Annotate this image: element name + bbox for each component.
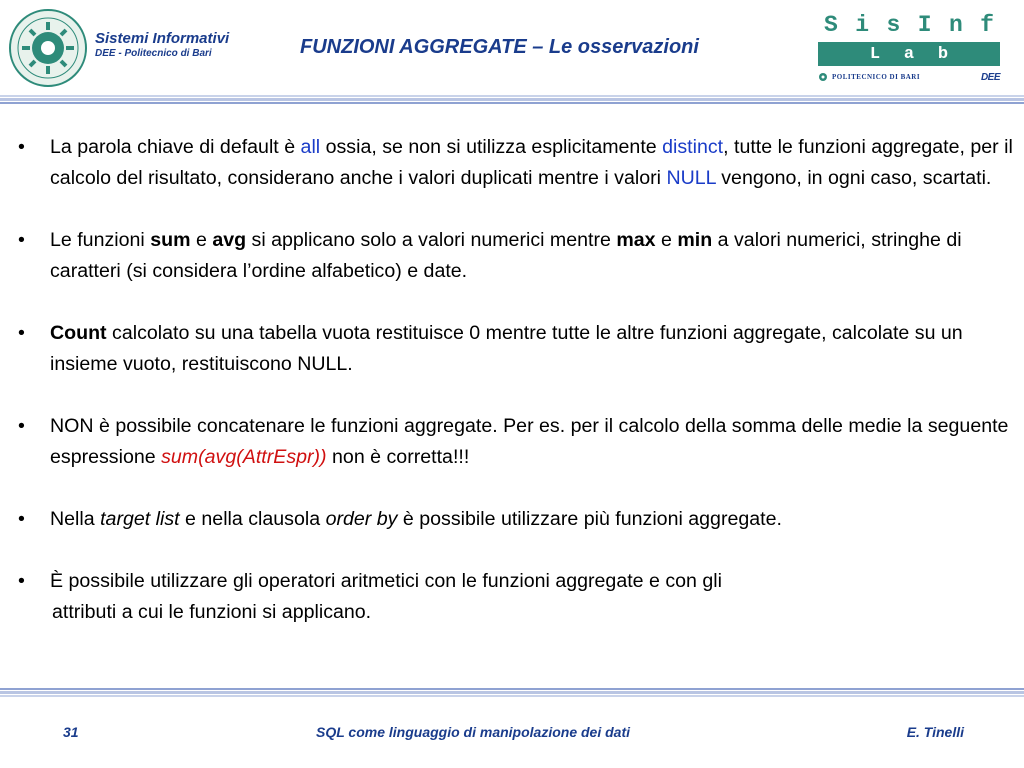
bullet-item [18, 225, 1014, 287]
lab-letter: i [855, 12, 870, 38]
slide-body [18, 132, 1014, 659]
gear-icon [818, 72, 828, 82]
lab-letter: b [937, 44, 949, 64]
keyword-sum: sum [150, 229, 191, 251]
bullet-text: , tutte le funzioni aggregate, per il calcolo del risultato, considerano anche i valori duplicati mentre i valori [50, 136, 1013, 189]
bullet-marker: • [18, 136, 25, 158]
bullet-text: e [190, 229, 213, 251]
bullet-text: vengono, in ogni caso, scartati. [715, 167, 992, 189]
bullet-text: calcolato su una tabella vuota restituisce 0 mentre tutte le altre funzioni aggregate, calcolate su un insieme vuoto, restituiscono NULL. [50, 322, 963, 375]
bullet-text: è possibile utilizzare più funzioni aggregate. [397, 508, 782, 530]
keyword-sum-avg-expression: sum(avg(AttrEspr)) [161, 446, 327, 468]
keyword-all: all [300, 136, 321, 158]
bullet-marker: • [18, 229, 25, 251]
brand-subtitle: DEE - Politecnico di Bari [95, 48, 212, 59]
keyword-distinct: distinct [662, 136, 724, 158]
keyword-count: Count [50, 322, 107, 344]
lab-logo-row1 [818, 12, 1000, 40]
bullet-item [18, 411, 1014, 473]
keyword-max: max [616, 229, 656, 251]
bullet-text: Le funzioni [50, 229, 151, 251]
bullet-text: La parola chiave di default è [50, 136, 301, 158]
bullet-item [18, 318, 1014, 380]
footer-title: SQL come linguaggio di manipolazione dei dati [316, 724, 630, 740]
lab-letter: S [824, 12, 838, 38]
brand-title: Sistemi Informativi [95, 30, 230, 47]
bullet-item [18, 504, 1014, 535]
bullet-marker: • [18, 570, 25, 592]
keyword-order-by: order by [325, 508, 398, 530]
bullet-text: NON è possibile concatenare le funzioni aggregate. Per es. per il calcolo della somma delle medie la seguente espressione [50, 415, 1009, 468]
page-number: 31 [63, 724, 79, 740]
lab-letter: L [869, 44, 881, 64]
bullet-text: attributi a cui le funzioni si applicano. [52, 601, 372, 623]
bullet-text: Nella [50, 508, 101, 530]
lab-letter: I [917, 12, 932, 38]
slide-footer [0, 724, 1024, 748]
header-divider [0, 95, 1024, 104]
lab-politecnico-text: POLITECNICO DI BARI [832, 73, 921, 81]
bullet-text: È possibile utilizzare gli operatori aritmetici con le funzioni aggregate e con gli [50, 570, 722, 592]
bullet-text: e [655, 229, 678, 251]
bullet-item [18, 132, 1014, 194]
keyword-avg: avg [212, 229, 247, 251]
bullet-marker: • [18, 322, 25, 344]
politecnico-seal-logo [8, 8, 88, 88]
bullet-text: non è corretta!!! [326, 446, 470, 468]
lab-letter: a [903, 44, 915, 64]
bullet-text: a valori numerici, stringhe di caratteri (si considera l’ordine alfabetico) e date. [50, 229, 962, 282]
footer-author: E. Tinelli [906, 724, 964, 740]
footer-divider [0, 688, 1024, 697]
slide-header [0, 0, 1024, 96]
lab-letter: n [948, 12, 963, 38]
slide-title: FUNZIONI AGGREGATE – Le osservazioni [300, 36, 699, 58]
keyword-min: min [677, 229, 713, 251]
bullet-text: e nella clausola [179, 508, 326, 530]
lab-letter: s [886, 12, 901, 38]
bullet-item [18, 566, 1014, 628]
lab-logo-row2 [818, 42, 1000, 66]
keyword-null: NULL [666, 167, 716, 189]
lab-logo-row3 [818, 70, 1000, 84]
keyword-target-list: target list [100, 508, 180, 530]
bullet-marker: • [18, 415, 25, 437]
bullet-text: si applicano solo a valori numerici mentre [246, 229, 617, 251]
bullet-marker: • [18, 508, 25, 530]
lab-dee-text: DEE [980, 71, 1000, 83]
sisinf-lab-logo [818, 12, 1000, 84]
lab-letter: f [980, 12, 994, 38]
bullet-text: ossia, se non si utilizza esplicitamente [320, 136, 663, 158]
brand-block [95, 30, 229, 60]
